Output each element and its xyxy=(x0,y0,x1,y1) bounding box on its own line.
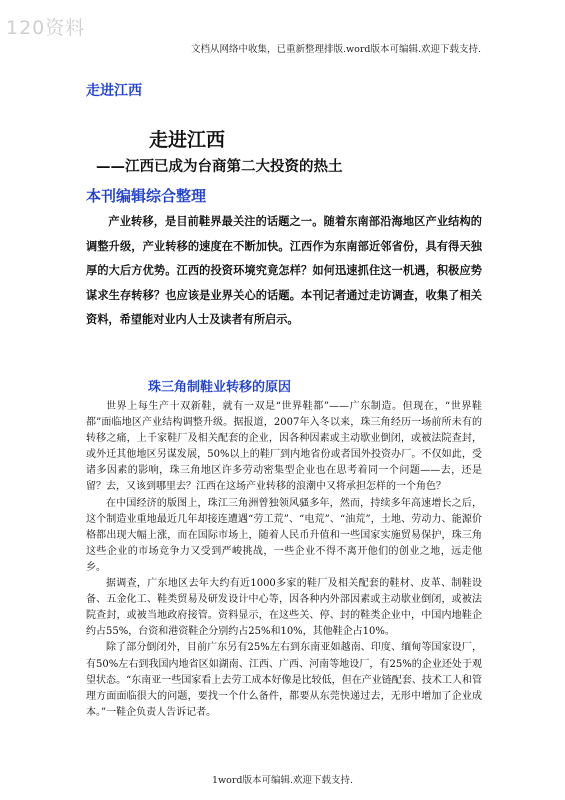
section-label: 走进江西 xyxy=(86,83,142,99)
article-title: 走进江西 xyxy=(149,129,226,151)
watermark-logo: 120资料 xyxy=(6,17,86,39)
section-heading: 珠三角制鞋业转移的原因 xyxy=(148,380,292,395)
article-intro: 产业转移，是目前鞋界最关注的话题之一。随着东南部沿海地区产业结构的调整升级，产业转移的速度在不断加快。江西作为东南部近邻省份，具有得天独厚的大后方优势。江西的投资环境究竟怎样？如何迅速抓住这一机遇，积极应势谋求生存转移？也应该是业界关心的话题。本刊记者通过走访调查，收集了相关资料，希望能对业内人士及读者有所启示。 xyxy=(86,215,482,326)
body-paragraph: 据调查，广东地区去年大约有近1000多家的鞋厂及相关配套的鞋材、皮革、制鞋设备、五金化工、鞋类贸易及研发设计中心等，因各种内外部因素或主动歇业倒闭，或被法院查封，或被当地政府接管。资料显示，在这些关、停、封的鞋类企业中，中国内地鞋企约占55%，台资和港资鞋企分别约占25%和10%，其他鞋企占10%。 xyxy=(86,578,482,638)
body-paragraph: 世界上每生产十双新鞋，就有一双是“世界鞋都”——广东制造。但现在，“世界鞋都”面临地区产业结构调整升级。据报道，2007年入冬以来，珠三角经历一场前所未有的转移之痛，上千家鞋厂及相关配套的企业，因各种因素或主动歇业倒闭，或被法院查封，或外迁其他地区另谋发展，50%以上的鞋厂到内地省份或者国外投资办厂。不仅如此，受诸多因素的影响，珠三角地区许多劳动密集型企业也在思考着同一个问题——去，还是留？去，又该到哪里去？江西在这场产业转移的浪潮中又将承担怎样的一个角色？ xyxy=(86,401,482,493)
body-paragraph: 除了部分倒闭外，目前广东另有25%左右到东南亚如越南、印度、缅甸等国家设厂，有50%左右到我国内地省区如湖南、江西、广西、河南等地设厂，有25%的企业还处于观望状态。“东南亚一些国家看上去劳工成本好像是比较低，但在产业链配套、技术工人和管理方面面临很大的问题，要找一个什么备件，都要从东莞快递过去，无形中增加了企业成本。”一鞋企负责人告诉记者。 xyxy=(86,642,482,718)
article-body xyxy=(86,399,482,721)
article-subtitle: ——江西已成为台商第二大投资的热土 xyxy=(96,159,343,175)
footer-note: 1word版本可编辑.欢迎下载支持. xyxy=(211,775,354,786)
header-note: 文档从网络中收集，已重新整理排版.word版本可编辑.欢迎下载支持. xyxy=(190,44,481,55)
article-byline: 本刊编辑综合整理 xyxy=(86,187,207,205)
body-paragraph: 在中国经济的版图上，珠江三角洲曾独领风骚多年，然而，持续多年高速增长之后，这个制造业重地最近几年却接连遭遇“劳工荒”、“电荒”、“油荒”，土地、劳动力、能源价格都出现大幅上涨，而在国际市场上，随着人民币升值和一些国家实施贸易保护，珠三角这些企业的市场竞争力又受到严峻挑战，一些企业不得不离开他们的创业之地，远走他乡。 xyxy=(86,497,482,573)
